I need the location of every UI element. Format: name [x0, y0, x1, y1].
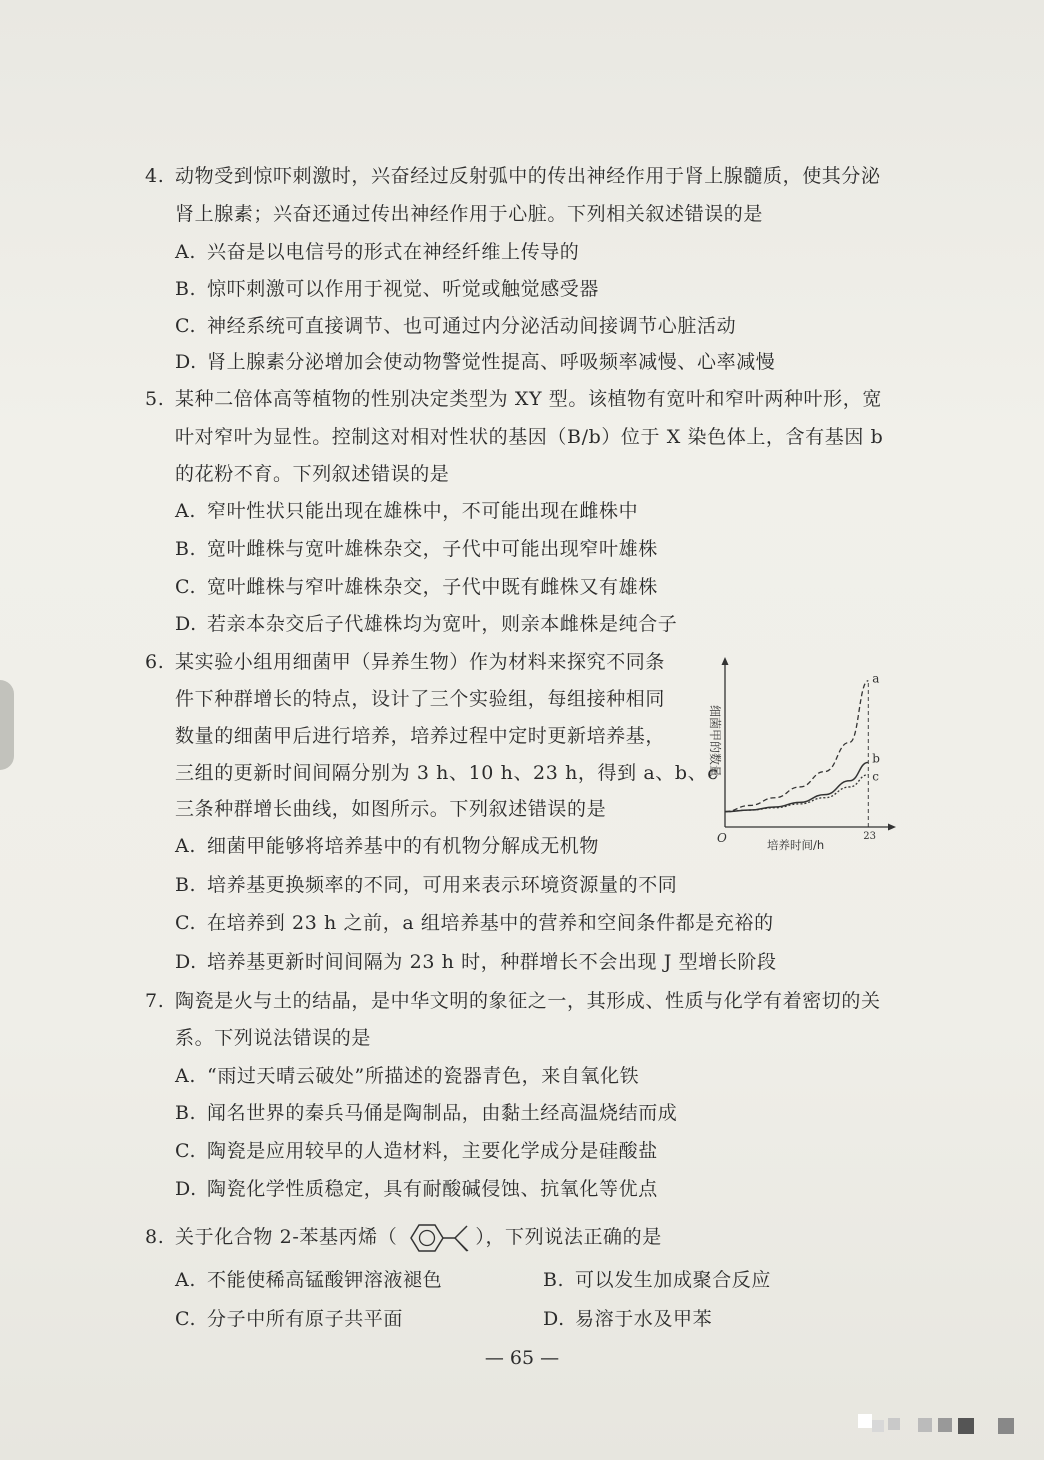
option-5c: C. 宽叶雌株与窄叶雄株杂交，子代中既有雌株又有雄株: [175, 576, 658, 598]
option-5d: D. 若亲本杂交后子代雄株均为宽叶，则亲本雌株是纯合子: [175, 613, 678, 635]
page-number: — 65 —: [484, 1347, 560, 1369]
option-5a: A. 窄叶性状只能出现在雄株中，不可能出现在雌株中: [175, 500, 639, 522]
curve-label-c: c: [872, 769, 880, 784]
question-7-line-2: 系。下列说法错误的是: [175, 1027, 372, 1049]
option-4b: B. 惊吓刺激可以作用于视觉、听觉或触觉感受器: [175, 278, 600, 300]
option-7c: C. 陶瓷是应用较早的人造材料，主要化学成分是硅酸盐: [175, 1140, 658, 1162]
x-axis-label: 培养时间/h: [767, 838, 825, 852]
option-6a: A. 细菌甲能够将培养基中的有机物分解成无机物: [175, 835, 600, 857]
2-phenylpropene-structure-icon: [397, 1220, 475, 1256]
question-6-line-4: 三组的更新时间间隔分别为 3 h、10 h、23 h，得到 a、b、c: [175, 762, 719, 784]
option-8c: C. 分子中所有原子共平面: [175, 1308, 404, 1330]
question-4-line-1: 4. 动物受到惊吓刺激时，兴奋经过反射弧中的传出神经作用于肾上腺髓质，使其分泌: [145, 165, 881, 187]
page-edge-shadow: [0, 680, 14, 770]
y-axis-label: 细菌甲的数量: [708, 705, 722, 778]
curve-label-b: b: [872, 751, 880, 766]
question-8-stem: 8. 关于化合物 2-苯基丙烯（ ），下列说法正确的是: [145, 1220, 662, 1256]
option-7b: B. 闻名世界的秦兵马俑是陶制品，由黏土经高温烧结而成: [175, 1102, 678, 1124]
x-tick-23: 23: [863, 831, 877, 842]
curve-c: [725, 775, 868, 812]
option-4c: C. 神经系统可直接调节、也可通过内分泌活动间接调节心脏活动: [175, 315, 737, 337]
curve-label-a: a: [872, 671, 880, 686]
option-4d: D. 肾上腺素分泌增加会使动物警觉性提高、呼吸频率减慢、心率减慢: [175, 351, 776, 373]
option-8b: B. 可以发生加成聚合反应: [543, 1269, 772, 1291]
question-6-line-2: 件下种群增长的特点，设计了三个实验组，每组接种相同: [175, 688, 666, 710]
y-axis-arrow: [722, 657, 729, 665]
growth-curve-chart: [705, 655, 900, 860]
x-axis-arrow: [888, 824, 896, 831]
option-6b: B. 培养基更换频率的不同，可用来表示环境资源量的不同: [175, 874, 678, 896]
option-5b: B. 宽叶雌株与宽叶雄株杂交，子代中可能出现窄叶雄株: [175, 538, 658, 560]
option-6c: C. 在培养到 23 h 之前，a 组培养基中的营养和空间条件都是充裕的: [175, 912, 774, 934]
watermark-mosaic-icon: [858, 1412, 1028, 1434]
option-7d: D. 陶瓷化学性质稳定，具有耐酸碱侵蚀、抗氧化等优点: [175, 1178, 658, 1200]
curve-a: [725, 681, 868, 812]
question-5-line-2: 叶对窄叶为显性。控制这对相对性状的基因（B/b）位于 X 染色体上，含有基因 b: [175, 426, 884, 448]
origin-label: O: [717, 831, 727, 845]
question-4-line-2: 肾上腺素；兴奋还通过传出神经作用于心脏。下列相关叙述错误的是: [175, 203, 764, 225]
question-5-line-3: 的花粉不育。下列叙述错误的是: [175, 463, 450, 485]
question-6-line-5: 三条种群增长曲线，如图所示。下列叙述错误的是: [175, 798, 607, 820]
question-7-line-1: 7. 陶瓷是火与土的结晶，是中华文明的象征之一，其形成、性质与化学有着密切的关: [145, 990, 881, 1012]
option-8d: D. 易溶于水及甲苯: [543, 1308, 713, 1330]
option-4a: A. 兴奋是以电信号的形式在神经纤维上传导的: [175, 241, 580, 263]
option-7a: A. “雨过天晴云破处”所描述的瓷器青色，来自氧化铁: [175, 1065, 640, 1087]
question-5-line-1: 5. 某种二倍体高等植物的性别决定类型为 XY 型。该植物有宽叶和窄叶两种叶形，宽: [145, 388, 882, 410]
option-6d: D. 培养基更新时间间隔为 23 h 时，种群增长不会出现 J 型增长阶段: [175, 951, 777, 973]
question-6-line-1: 6. 某实验小组用细菌甲（异养生物）作为材料来探究不同条: [145, 651, 666, 673]
option-8a: A. 不能使稀高锰酸钾溶液褪色: [175, 1269, 443, 1291]
chart-plot-area: [725, 672, 880, 827]
question-6-line-3: 数量的细菌甲后进行培养，培养过程中定时更新培养基，: [175, 725, 666, 747]
